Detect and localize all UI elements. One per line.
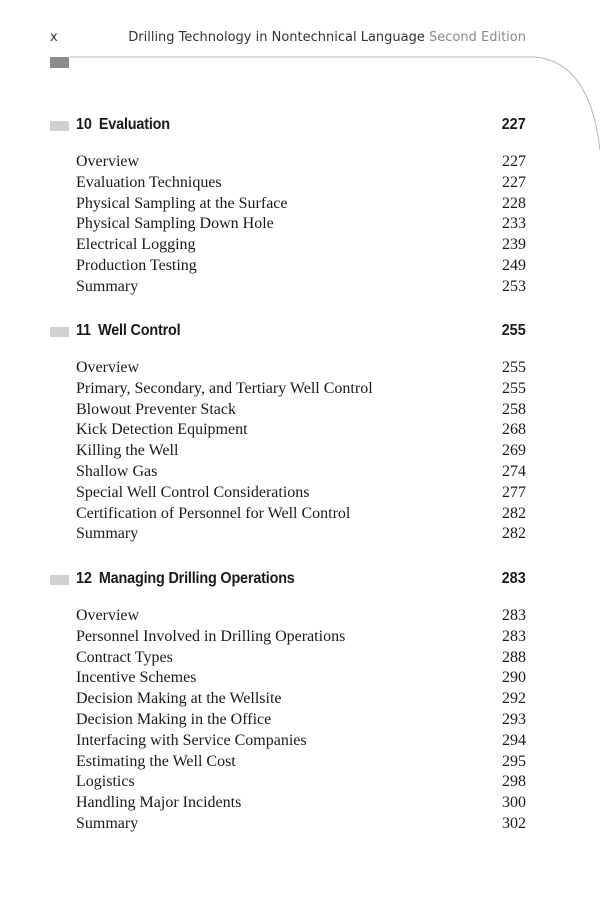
toc-entry-page: 290 [502, 669, 526, 687]
toc-entry-page: 227 [502, 173, 526, 191]
toc-entry-title: Killing the Well [76, 442, 179, 460]
book-title-text: Drilling Technology in Nontechnical Language [128, 30, 425, 45]
chapter-title [76, 116, 170, 134]
chapter-page: 255 [501, 322, 526, 339]
toc-entry [50, 379, 526, 400]
toc-entry [50, 772, 526, 793]
toc-entry [50, 194, 526, 215]
toc-entry-page: 258 [502, 400, 526, 418]
toc-entry [50, 462, 526, 483]
chapter-number: 12 [76, 570, 92, 587]
toc-entry-page: 300 [502, 794, 526, 812]
chapter-page: 283 [501, 570, 526, 587]
toc-entry [50, 668, 526, 689]
toc-entry-title: Logistics [76, 773, 135, 791]
toc-entry-page: 294 [502, 731, 526, 749]
toc-entry-page: 228 [502, 194, 526, 212]
chapter-11 [50, 322, 526, 545]
toc-entry-title: Contract Types [76, 648, 173, 666]
toc-entry [50, 752, 526, 773]
toc-entry [50, 441, 526, 462]
toc-entry-title: Electrical Logging [76, 236, 196, 254]
toc-entry-title: Decision Making in the Office [76, 710, 272, 728]
toc-entry-page: 274 [502, 462, 526, 480]
toc-entry-title: Special Well Control Considerations [76, 483, 310, 501]
toc-entry-title: Decision Making at the Wellsite [76, 690, 282, 708]
toc-entry-page: 249 [502, 256, 526, 274]
toc-entry-page: 288 [502, 648, 526, 666]
chapter-10 [50, 116, 526, 298]
toc-entry-page: 269 [502, 442, 526, 460]
toc-entry [50, 173, 526, 194]
chapter-heading [50, 322, 526, 342]
toc-entry-title: Summary [76, 814, 139, 832]
toc-entry [50, 235, 526, 256]
toc-entry [50, 710, 526, 731]
toc-entry-page: 292 [502, 690, 526, 708]
toc-entry-list [50, 358, 526, 545]
toc-entry-page: 239 [502, 236, 526, 254]
toc-entry [50, 358, 526, 379]
toc-entry [50, 648, 526, 669]
toc-entry-title: Estimating the Well Cost [76, 752, 236, 770]
chapter-number: 11 [76, 322, 91, 339]
toc-entry [50, 524, 526, 545]
toc-entry-page: 283 [502, 607, 526, 624]
toc-entry-page: 295 [502, 752, 526, 770]
toc-entry [50, 504, 526, 525]
chapter-name: Managing Drilling Operations [98, 570, 295, 587]
toc-entry-page: 293 [502, 710, 526, 728]
toc-entry-page: 302 [502, 814, 526, 832]
toc-entry-title: Personnel Involved in Drilling Operations [76, 627, 346, 645]
toc-entry-page: 253 [502, 277, 526, 295]
toc-entry-page: 255 [502, 379, 526, 397]
toc-entry-title: Summary [76, 525, 139, 543]
toc-entry-title: Shallow Gas [76, 462, 158, 480]
toc-entry-title: Interfacing with Service Companies [76, 731, 307, 749]
toc-entry [50, 627, 526, 648]
chapter-name: Evaluation [98, 116, 170, 133]
toc-entry-title: Primary, Secondary, and Tertiary Well Control [76, 379, 373, 397]
chapter-marker [50, 121, 69, 131]
toc-entry-title: Incentive Schemes [76, 669, 197, 687]
toc-entry-title: Overview [76, 359, 140, 376]
toc-entry [50, 214, 526, 235]
toc-entry-page: 268 [502, 421, 526, 439]
toc-entry [50, 256, 526, 277]
chapter-title [76, 322, 180, 340]
toc-entry [50, 731, 526, 752]
toc-entry-page: 283 [502, 627, 526, 645]
chapter-marker [50, 575, 69, 585]
toc-entry-page: 233 [502, 215, 526, 233]
toc-entry-title: Physical Sampling Down Hole [76, 215, 274, 233]
toc-entry-list [50, 606, 526, 835]
toc-entry [50, 689, 526, 710]
toc-entry [50, 483, 526, 504]
toc-entry [50, 814, 526, 835]
toc-entry-page: 298 [502, 773, 526, 791]
edition-label: Second Edition [429, 30, 526, 45]
chapter-heading [50, 570, 526, 590]
toc-entry-title: Blowout Preventer Stack [76, 400, 236, 418]
chapter-marker [50, 327, 69, 337]
toc-entry-title: Certification of Personnel for Well Control [76, 504, 351, 522]
chapter-page: 227 [501, 116, 526, 133]
chapter-heading [50, 116, 526, 136]
toc-entry-title: Kick Detection Equipment [76, 421, 248, 439]
page-number: x [50, 30, 58, 45]
toc-entry-title: Summary [76, 277, 139, 295]
toc-entry-page: 255 [502, 359, 526, 376]
toc-entry [50, 152, 526, 173]
toc-entry-title: Overview [76, 153, 140, 170]
toc-entry-title: Evaluation Techniques [76, 173, 222, 191]
toc-entry [50, 793, 526, 814]
toc-entry [50, 420, 526, 441]
toc-entry-page: 282 [502, 525, 526, 543]
toc-entry-page: 282 [502, 504, 526, 522]
toc-entry [50, 277, 526, 298]
toc-entry-list [50, 152, 526, 298]
chapter-number: 10 [76, 116, 92, 133]
chapter-title [76, 570, 295, 588]
toc-entry [50, 606, 526, 627]
toc-entry-title: Handling Major Incidents [76, 794, 242, 812]
toc-entry-title: Overview [76, 607, 140, 624]
toc-entry [50, 400, 526, 421]
toc-entry-page: 227 [502, 153, 526, 170]
toc-entry-title: Physical Sampling at the Surface [76, 194, 288, 212]
chapter-12 [50, 570, 526, 835]
toc-entry-page: 277 [502, 483, 526, 501]
chapter-name: Well Control [98, 322, 181, 339]
toc-entry-title: Production Testing [76, 256, 197, 274]
corner-mark [50, 57, 69, 68]
